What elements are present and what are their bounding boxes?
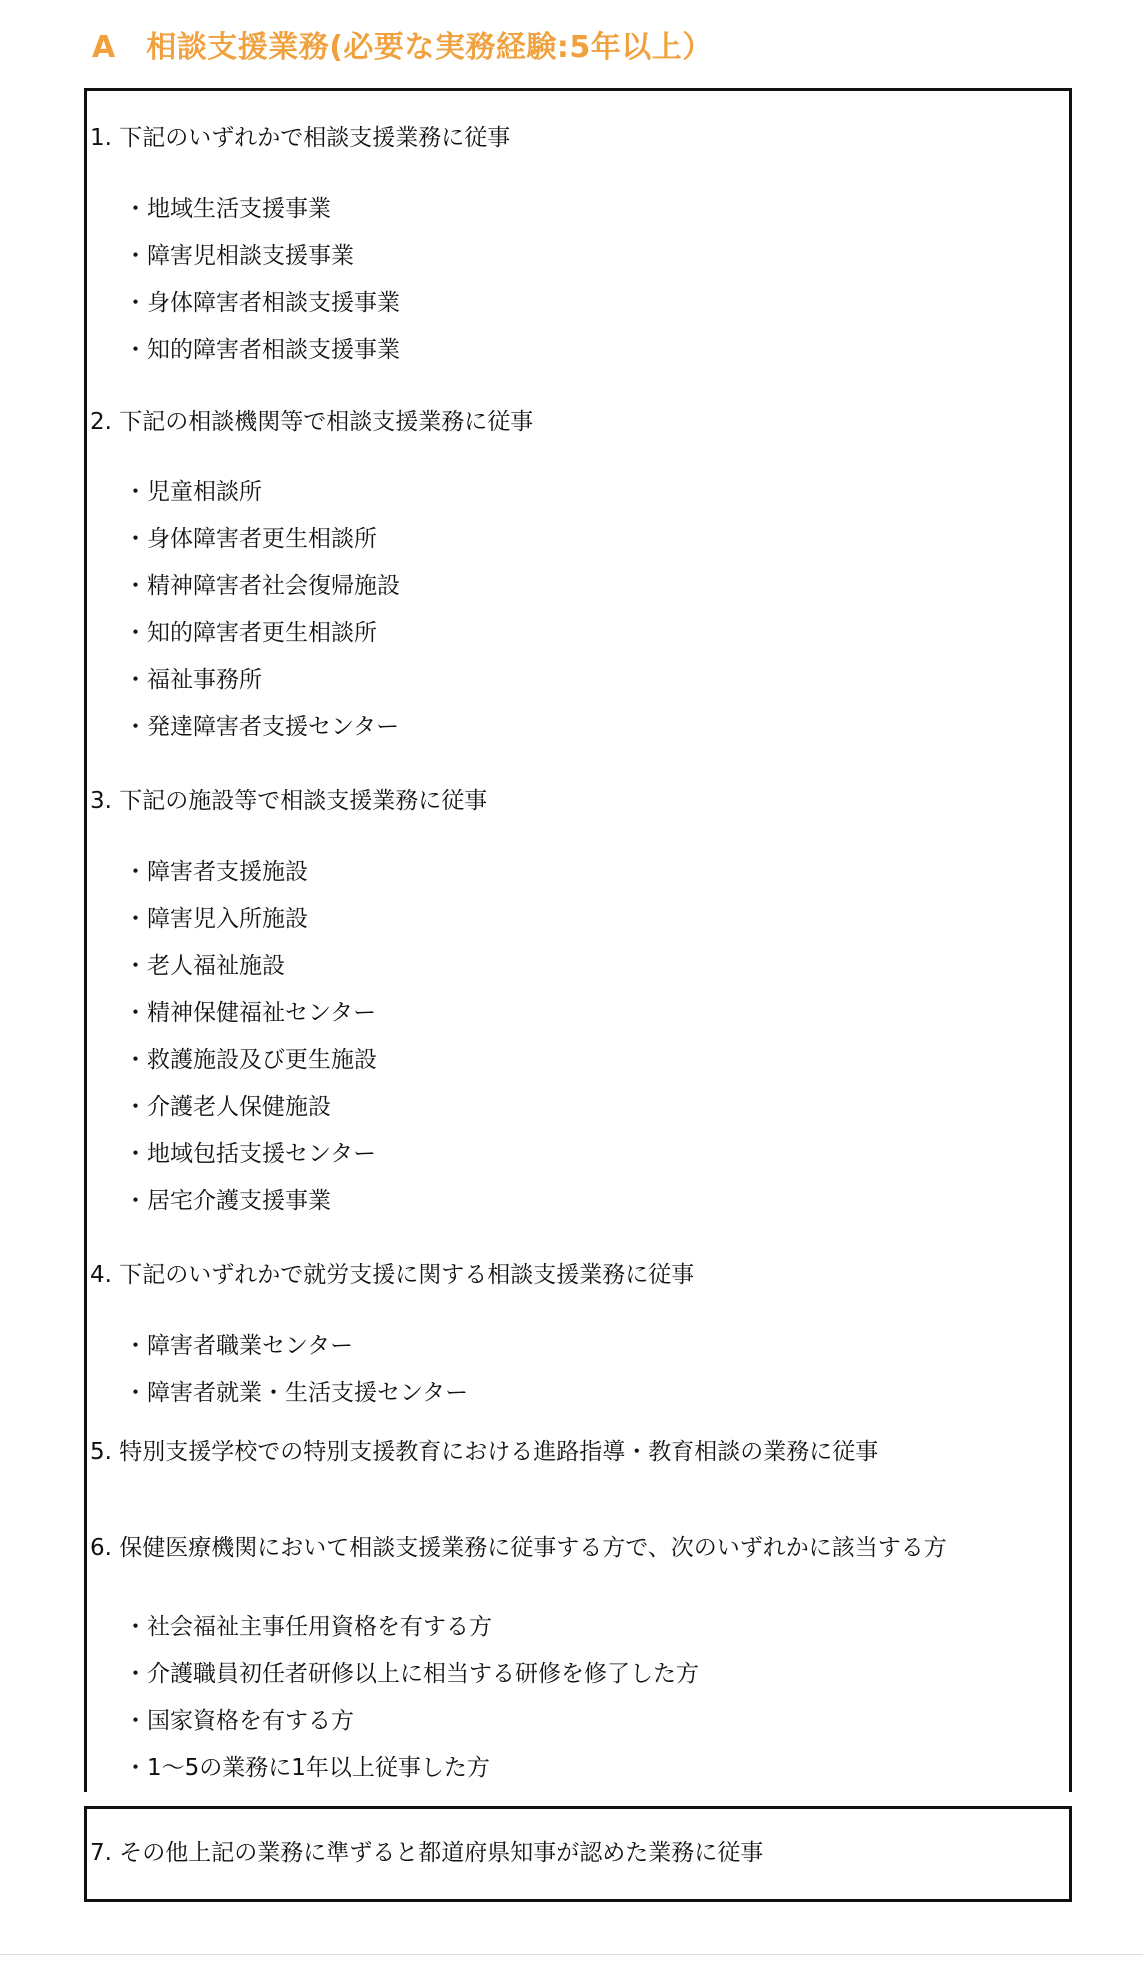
section-6-item: ・国家資格を有する方 [124, 1708, 354, 1734]
section-2-item: ・福祉事務所 [124, 667, 262, 693]
section-3-item: ・障害児入所施設 [124, 906, 308, 932]
section-3-item: ・居宅介護支援事業 [124, 1188, 331, 1214]
section-3-item: ・救護施設及び更生施設 [124, 1047, 377, 1073]
section-3-item: ・老人福祉施設 [124, 953, 285, 979]
section-1-item: ・知的障害者相談支援事業 [124, 337, 400, 363]
section-3-item: ・地域包括支援センター [124, 1141, 377, 1167]
section-3-item: ・精神保健福祉センター [124, 1000, 377, 1026]
section-3-item: ・障害者支援施設 [124, 859, 308, 885]
section-3-item: ・介護老人保健施設 [124, 1094, 331, 1120]
section-4-heading: 4. 下記のいずれかで就労支援に関する相談支援業務に従事 [90, 1262, 695, 1288]
section-2-item: ・児童相談所 [124, 479, 262, 505]
section-4-item: ・障害者就業・生活支援センター [124, 1380, 469, 1406]
section-2-item: ・知的障害者更生相談所 [124, 620, 377, 646]
section-2-item: ・精神障害者社会復帰施設 [124, 573, 400, 599]
section-5-heading: 5. 特別支援学校での特別支援教育における進路指導・教育相談の業務に従事 [90, 1439, 879, 1465]
section-3-heading: 3. 下記の施設等で相談支援業務に従事 [90, 788, 488, 814]
section-1-heading: 1. 下記のいずれかで相談支援業務に従事 [90, 125, 511, 151]
section-2-heading: 2. 下記の相談機関等で相談支援業務に従事 [90, 409, 534, 435]
section-6-item: ・1～5の業務に1年以上従事した方 [124, 1755, 490, 1781]
section-1-item: ・地域生活支援事業 [124, 196, 331, 222]
page-divider [0, 1954, 1143, 1955]
section-2-item: ・発達障害者支援センター [124, 714, 400, 740]
section-7-heading: 7. その他上記の業務に準ずると都道府県知事が認めた業務に従事 [90, 1840, 764, 1866]
section-6-item: ・介護職員初任者研修以上に相当する研修を修了した方 [124, 1661, 699, 1687]
page-title: A 相談支援業務(必要な実務経験:5年以上） [92, 30, 713, 65]
section-2-item: ・身体障害者更生相談所 [124, 526, 377, 552]
section-6-heading: 6. 保健医療機関において相談支援業務に従事する方で、次のいずれかに該当する方 [90, 1535, 947, 1561]
section-1-item: ・身体障害者相談支援事業 [124, 290, 400, 316]
section-4-item: ・障害者職業センター [124, 1333, 354, 1359]
box-gap [70, 1792, 1090, 1806]
section-1-item: ・障害児相談支援事業 [124, 243, 354, 269]
section-6-item: ・社会福祉主事任用資格を有する方 [124, 1614, 492, 1640]
